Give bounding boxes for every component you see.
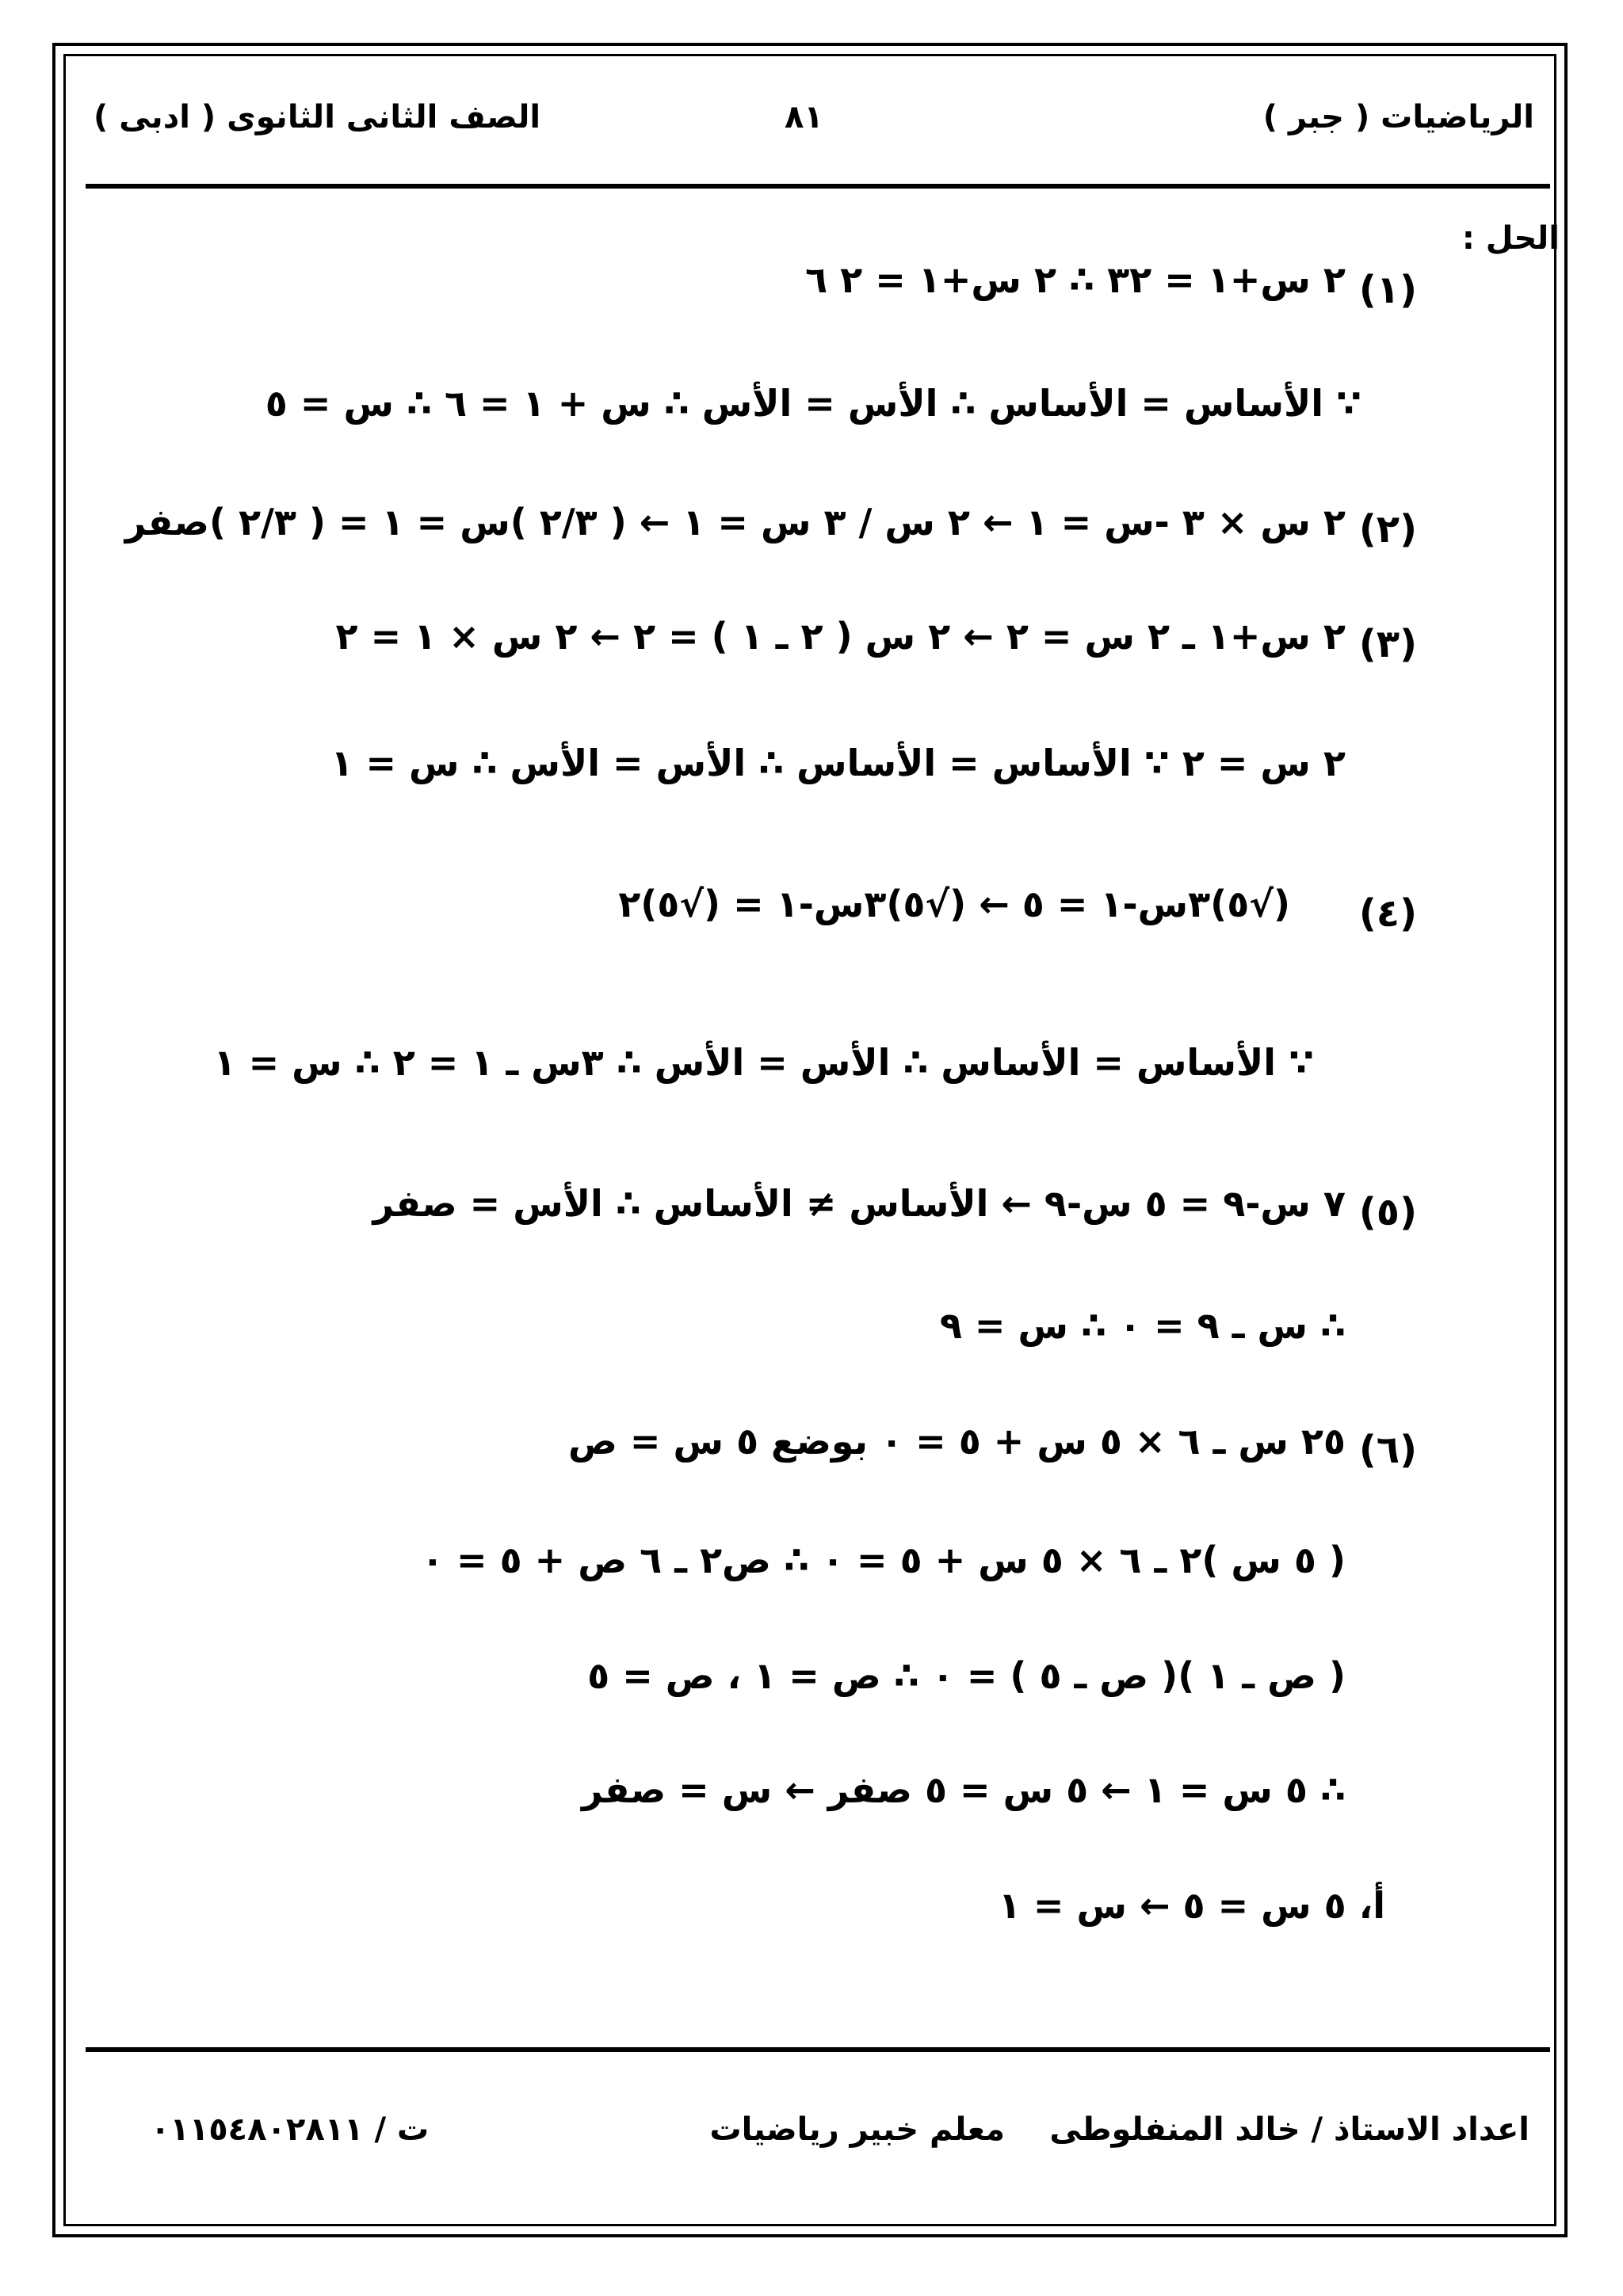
problem-1-conclusion: ∵ الأساس = الأساس ∴ الأس = الأس ∴ س + ١ = ٦ ∴ س = ٥ [265,382,1361,425]
problem-4-number: (٤) [1358,891,1417,936]
solution-label: الحل : [1461,220,1560,257]
problem-2-line: ٢ س × ٣ -س = ١ ← ٢ س / ٣ س = ١ ← ( ٢/٣ )س = ١ = ( ٢/٣ )صفر [124,501,1346,543]
header-page-number: ٨١ [785,99,823,135]
problem-4-line: (√٥)٣س-١ = ٥ ← (√٥)٣س-١ = (√٥)٢ [618,883,1290,925]
header-grade: الصف الثانى الثانوى ( ادبى ) [94,99,541,135]
problem-6-step-3: ( ص ـ ١ )( ص ـ ٥ ) = ٠ ∴ ص = ١ ، ص = ٥ [587,1654,1346,1697]
header-subject: الرياضيات ( جبر ) [1262,99,1534,135]
problem-6-step-5: أ، ٥ س = ٥ ← س = ١ [998,1884,1385,1927]
problem-4-conclusion: ∵ الأساس = الأساس ∴ الأس = الأس ∴ ٣س ـ ١ = ٢ ∴ س = ١ [213,1041,1314,1084]
problem-6-step-4: ∴ ٥ س = ١ ← ٥ س = ٥ صفر ← س = صفر [581,1768,1346,1811]
header-rule [86,184,1550,189]
footer-author: اعداد الاستاذ / خالد المنفلوطى [1049,2111,1529,2148]
footer-role: معلم خبير رياضيات [709,2111,1005,2148]
problem-3-line: ٢ س+١ ـ ٢ س = ٢ ← ٢ س ( ٢ ـ ١ ) = ٢ ← ٢ س × ١ = ٢ [335,615,1346,658]
problem-1-number: (١) [1358,268,1417,312]
problem-6-step-2: ( ٥ س )٢ ـ ٦ × ٥ س + ٥ = ٠ ∴ ص٢ ـ ٦ ص + ٥ = ٠ [421,1539,1346,1581]
problem-3-conclusion: ٢ س = ٢ ∵ الأساس = الأساس ∴ الأس = الأس ∴ س = ١ [330,742,1346,784]
problem-6-line: ٢٥ س ـ ٦ × ٥ س + ٥ = ٠ بوضع ٥ س = ص [568,1420,1346,1463]
problem-5-number: (٥) [1358,1190,1417,1234]
footer-rule [86,2047,1550,2052]
problem-6-number: (٦) [1358,1428,1417,1472]
problem-5-conclusion: ∴ س ـ ٩ = ٠ ∴ س = ٩ [939,1304,1346,1347]
problem-3-number: (٣) [1358,622,1417,666]
problem-1-line: ٢ س+١ = ٣٢ ∴ ٢ س+١ = ٢ ٦ [805,258,1346,301]
problem-2-number: (٢) [1358,507,1417,551]
problem-5-line: ٧ س-٩ = ٥ س-٩ ← الأساس ≠ الأساس ∴ الأس = صفر [372,1182,1346,1225]
footer-phone: ت / ٠١١٥٤٨٠٢٨١١ [151,2111,430,2148]
